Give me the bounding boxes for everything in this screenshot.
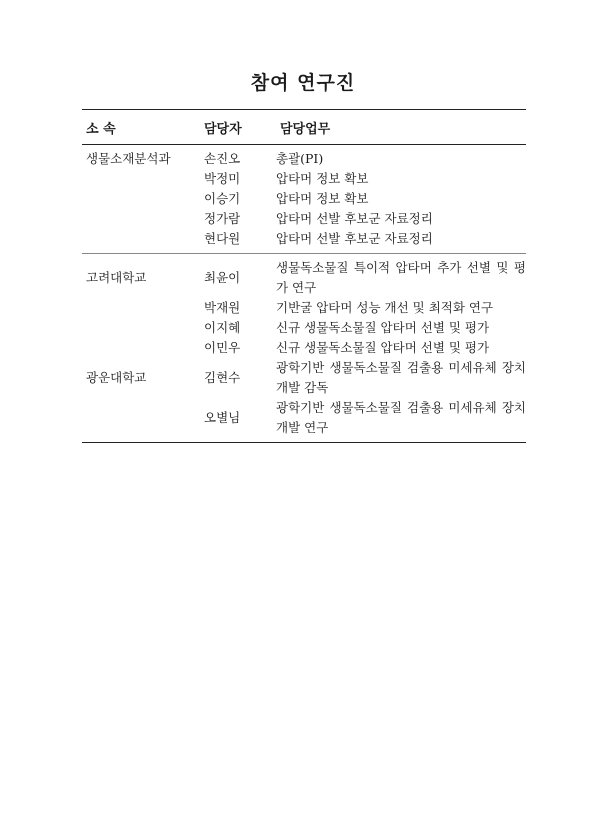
name-cell: 이지혜 bbox=[204, 320, 241, 335]
org-cell bbox=[82, 398, 204, 443]
duty-cell: 압타머 정보 확보 bbox=[276, 171, 369, 186]
table-row bbox=[82, 229, 526, 254]
table-row bbox=[82, 298, 526, 318]
org-cell bbox=[82, 318, 204, 338]
table-row bbox=[82, 169, 526, 189]
name-cell: 현다원 bbox=[204, 231, 241, 246]
duty-cell: 신규 생물독소물질 압타머 선별 및 평가 bbox=[276, 340, 490, 355]
org-cell bbox=[82, 189, 204, 209]
table-row bbox=[82, 338, 526, 358]
org-cell: 생물소재분석과 bbox=[86, 151, 171, 166]
duty-cell: 신규 생물독소물질 압타머 선별 및 평가 bbox=[276, 320, 490, 335]
table-row bbox=[82, 189, 526, 209]
org-cell bbox=[82, 298, 204, 318]
name-cell: 김현수 bbox=[204, 370, 241, 385]
table-header-row bbox=[82, 110, 526, 145]
header-name: 담당자 bbox=[204, 110, 276, 145]
duty-cell: 총괄(PI) bbox=[276, 151, 324, 166]
name-cell: 오별님 bbox=[204, 398, 276, 443]
duty-cell: 압타머 정보 확보 bbox=[276, 191, 369, 206]
table-row bbox=[82, 398, 526, 443]
name-cell: 박정미 bbox=[204, 171, 241, 186]
header-duty: 담당업무 bbox=[276, 110, 526, 145]
name-cell: 최윤이 bbox=[204, 254, 276, 299]
duty-cell: 광학기반 생물독소물질 검출용 미세유체 장치 개발 연구 bbox=[276, 398, 526, 443]
table-row bbox=[82, 358, 526, 398]
name-cell: 이민우 bbox=[204, 340, 241, 355]
duty-cell: 압타머 선발 후보군 자료정리 bbox=[276, 231, 433, 246]
name-cell: 손진오 bbox=[204, 151, 241, 166]
header-org: 소 속 bbox=[82, 110, 204, 145]
org-cell bbox=[82, 338, 204, 358]
name-cell: 이승기 bbox=[204, 191, 241, 206]
table-row bbox=[82, 318, 526, 338]
org-cell bbox=[82, 209, 204, 229]
table-row bbox=[82, 209, 526, 229]
research-team-table bbox=[82, 109, 526, 443]
name-cell: 정가람 bbox=[204, 211, 241, 226]
org-cell bbox=[82, 229, 204, 254]
org-cell: 광운대학교 bbox=[86, 370, 147, 385]
table-row bbox=[82, 254, 526, 299]
org-cell bbox=[82, 169, 204, 189]
org-cell: 고려대학교 bbox=[82, 254, 204, 299]
duty-cell: 광학기반 생물독소물질 검출용 미세유체 장치 개발 감독 bbox=[276, 360, 526, 395]
page-title: 참여 연구진 bbox=[250, 72, 356, 94]
table-row bbox=[82, 145, 526, 170]
duty-cell: 생물독소물질 특이적 압타머 추가 선별 및 평가 연구 bbox=[276, 254, 526, 299]
duty-cell: 기반굴 압타머 성능 개선 및 최적화 연구 bbox=[276, 300, 494, 315]
name-cell: 박재원 bbox=[204, 300, 241, 315]
duty-cell: 압타머 선발 후보군 자료정리 bbox=[276, 211, 433, 226]
